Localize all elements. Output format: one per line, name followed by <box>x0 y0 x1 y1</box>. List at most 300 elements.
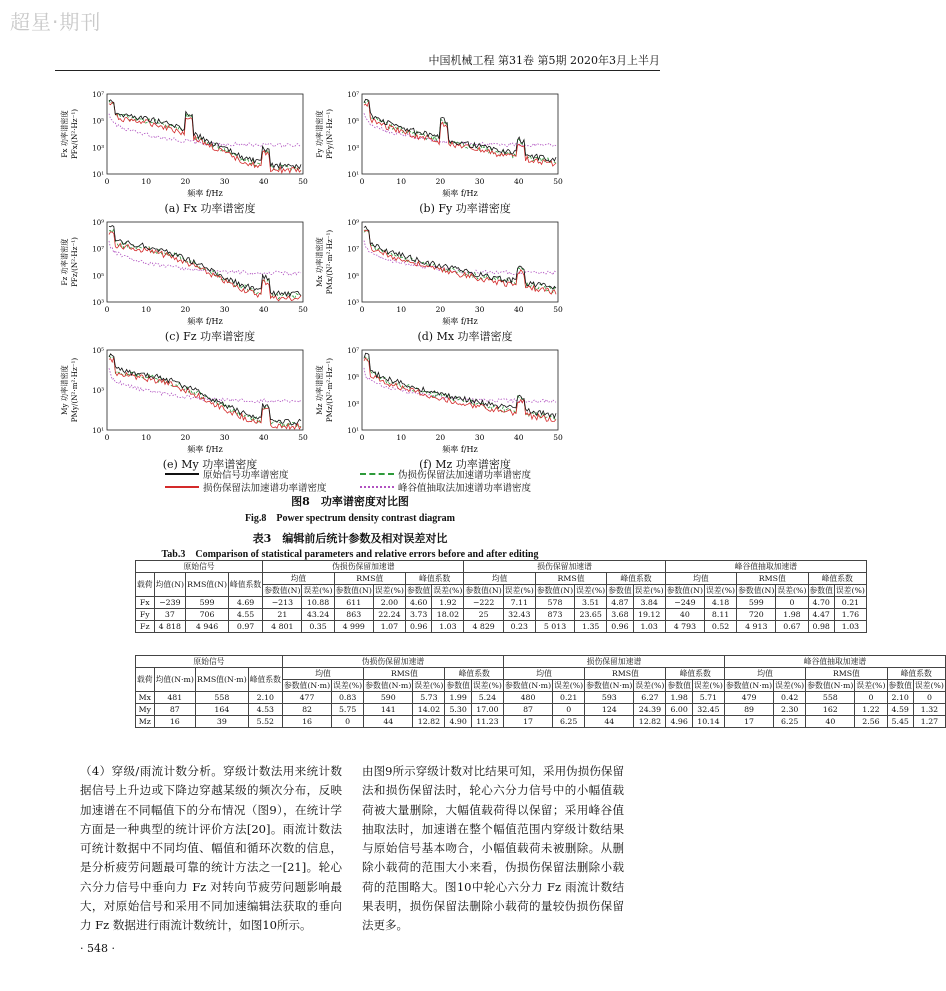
x-tick-label: 50 <box>553 305 563 314</box>
page-number: · 548 · <box>80 942 115 955</box>
y-axis-label: PFz/(N²·Hz⁻¹) <box>70 237 79 287</box>
table-cell: 4 801 <box>263 621 302 633</box>
table-row <box>136 704 946 716</box>
table-cell: 1.32 <box>913 704 945 716</box>
table-cell: 17.00 <box>471 704 503 716</box>
th-cf: 峰值系数 <box>808 573 866 585</box>
th-error: 误差(%) <box>472 681 502 690</box>
table-cell: 0 <box>332 716 364 728</box>
x-tick-label: 0 <box>104 433 110 442</box>
table-cell: 0.97 <box>229 621 263 633</box>
table-cell: 24.39 <box>634 704 666 716</box>
x-tick-label: 0 <box>359 433 365 442</box>
series-pseudo-line <box>109 100 301 171</box>
table-cell: 19.12 <box>633 609 665 621</box>
psd-chart <box>310 346 563 458</box>
table-row <box>136 597 867 609</box>
y-axis-label: PFx/(N²·Hz⁻¹) <box>70 108 79 160</box>
th-param: 参数值(N·m) <box>586 681 633 690</box>
x-tick-label: 30 <box>474 177 485 186</box>
row-label: Fy <box>136 609 155 621</box>
th-param: 参数值(N·m) <box>504 681 552 690</box>
legend-original-label: 原始信号功率谱密度 <box>203 470 289 481</box>
x-tick-label: 50 <box>553 433 563 442</box>
series-pseudo-line <box>364 101 556 163</box>
legend-pseudo-swatch <box>360 473 394 475</box>
table-cell: 5.24 <box>471 692 503 704</box>
y-axis-label: PFy/(N²·Hz⁻¹) <box>325 108 334 160</box>
th-error: 误差(%) <box>777 586 807 595</box>
th-param: 参数值(N·m) <box>365 681 412 690</box>
table-cell: 599 <box>186 597 229 609</box>
th-mean: 均值 <box>263 573 334 585</box>
journal-header: 中国机械工程 第31卷 第5期 2020年3月上半月 <box>428 54 660 67</box>
x-tick-label: 0 <box>104 177 110 186</box>
table-cell: 82 <box>282 704 331 716</box>
y-axis-label: Mx 功率谱密度 <box>315 237 324 287</box>
th-param: 参数值(N) <box>264 586 301 595</box>
table-cell: 0.96 <box>405 621 431 633</box>
x-tick-label: 20 <box>180 177 191 186</box>
th-damage: 损伤保留加速谱 <box>503 656 724 668</box>
table-cell: 0.83 <box>332 692 364 704</box>
x-tick-label: 30 <box>474 433 485 442</box>
row-label: Fz <box>136 621 155 633</box>
y-tick-label: 10⁵ <box>347 272 359 281</box>
th-error: 误差(%) <box>433 586 463 595</box>
table-cell: 873 <box>535 609 574 621</box>
table-cell: 18.02 <box>432 609 464 621</box>
th-param: 参数值 <box>888 681 912 690</box>
psd-chart <box>55 218 308 330</box>
table-cell: 25 <box>464 609 503 621</box>
table-cell: 12.82 <box>413 716 445 728</box>
table-cell: 0 <box>913 692 945 704</box>
psd-panel <box>55 346 308 486</box>
table-cell: 22.24 <box>373 609 405 621</box>
x-tick-label: 30 <box>219 177 230 186</box>
table-cell: 16 <box>282 716 331 728</box>
table-cell: 5 013 <box>535 621 574 633</box>
table-cell: 37 <box>154 609 186 621</box>
th-load: 载荷 <box>136 573 155 597</box>
table-cell: 164 <box>195 704 248 716</box>
x-tick-label: 40 <box>514 305 524 314</box>
legend-peak-swatch <box>360 486 394 488</box>
table-cell: 590 <box>364 692 413 704</box>
th-mean-n: 均值(N) <box>154 573 186 597</box>
th-pseudo: 伪损伤保留加速谱 <box>282 656 503 668</box>
table-cell: 2.00 <box>373 597 405 609</box>
table-caption-en: Tab.3 Comparison of statistical parameters and relative errors before and after editing <box>161 549 539 560</box>
paragraph-left: （4）穿级/雨流计数分析。穿级计数法用来统计数据信号上升边或下降边穿越某级的频次分布，反映加速谱在不同幅值下的分布情况（图9），在统计学方面是一种典型的统计评价方法[20]。雨流计数法可统计数据中不同均值、幅值和循环次数的信息，是分析疲劳问题最可靠的统计方法之一[21]。轮心六分力信号中垂向力 Fz 对转向节疲劳问题影响最大，对原始信号和采用不同加速编辑法获取的垂向力 Fz 数据进行雨流计数统计，如图10所示。 <box>80 764 342 933</box>
x-tick-label: 40 <box>259 305 269 314</box>
th-cf: 峰值系数 <box>607 573 665 585</box>
table-cell: 162 <box>806 704 855 716</box>
table-cell: 4.96 <box>666 716 692 728</box>
panel-caption: (d) Mx 功率谱密度 <box>417 330 513 343</box>
table-cell: 5.45 <box>887 716 913 728</box>
table-cell: 5.71 <box>692 692 724 704</box>
x-tick-label: 10 <box>141 305 151 314</box>
x-tick-label: 10 <box>141 433 151 442</box>
th-mean-nm: 均值(N·m) <box>154 668 195 692</box>
series-original-line <box>364 226 556 289</box>
x-axis-label: 频率 f/Hz <box>187 445 223 454</box>
series-original-line <box>109 354 301 425</box>
panel-caption: (a) Fx 功率谱密度 <box>164 202 256 215</box>
x-tick-label: 50 <box>298 177 308 186</box>
table-cell: 1.35 <box>575 621 607 633</box>
table-cell: 4.59 <box>887 704 913 716</box>
x-tick-label: 30 <box>219 433 230 442</box>
table-cell: 1.22 <box>855 704 887 716</box>
table-cell: 4.60 <box>405 597 431 609</box>
table-row <box>136 692 946 704</box>
panel-caption: (e) My 功率谱密度 <box>162 458 258 471</box>
x-tick-label: 20 <box>435 433 446 442</box>
y-axis-label: PMz/(N²·m²·Hz⁻¹) <box>325 357 334 423</box>
legend-pseudo-label: 伪损伤保留法加速谱功率谱密度 <box>398 470 532 481</box>
table-cell: 6.00 <box>666 704 692 716</box>
th-param: 参数值 <box>667 681 691 690</box>
stats-table-moment <box>135 655 946 728</box>
th-param: 参数值 <box>446 681 470 690</box>
th-rms: RMS值 <box>806 668 887 680</box>
y-tick-label: 10⁷ <box>347 245 359 254</box>
x-tick-label: 20 <box>435 177 446 186</box>
y-tick-label: 10³ <box>92 144 104 153</box>
table-cell: 17 <box>724 716 773 728</box>
th-cf: 峰值系数 <box>887 668 945 680</box>
header-rule <box>55 70 660 71</box>
table-cell: 4.70 <box>808 597 834 609</box>
table-cell: 2.10 <box>887 692 913 704</box>
psd-panel <box>310 218 563 358</box>
table-cell: 0.21 <box>834 597 866 609</box>
table-cell: 593 <box>585 692 634 704</box>
axes-frame <box>107 222 303 302</box>
table-cell: 0.96 <box>607 621 633 633</box>
table-cell: 611 <box>334 597 373 609</box>
th-error: 误差(%) <box>303 586 333 595</box>
table-cell: 1.92 <box>432 597 464 609</box>
series-pseudo-line <box>109 228 301 299</box>
y-tick-label: 10⁵ <box>92 272 104 281</box>
table-cell: 5.75 <box>332 704 364 716</box>
table-cell: 3.84 <box>633 597 665 609</box>
series-damage-line <box>109 102 301 173</box>
th-param: 参数值(N) <box>465 586 502 595</box>
table-cell: 4.47 <box>808 609 834 621</box>
y-axis-label: Fx 功率谱密度 <box>60 110 69 158</box>
x-tick-label: 40 <box>259 433 269 442</box>
row-label: Fx <box>136 597 155 609</box>
table-cell: 477 <box>282 692 331 704</box>
th-cf: 峰值系数 <box>666 668 724 680</box>
table-cell: 3.73 <box>405 609 431 621</box>
table-cell: 40 <box>806 716 855 728</box>
table-cell: 11.23 <box>471 716 503 728</box>
table-cell: 40 <box>665 609 704 621</box>
x-axis-label: 频率 f/Hz <box>442 189 478 198</box>
y-axis-label: My 功率谱密度 <box>60 365 69 415</box>
table-cell: 5.73 <box>413 692 445 704</box>
y-tick-label: 10⁷ <box>92 91 104 99</box>
table-cell: 1.76 <box>834 609 866 621</box>
th-cf: 峰值系数 <box>445 668 503 680</box>
y-tick-label: 10⁵ <box>92 347 104 355</box>
x-axis-label: 频率 f/Hz <box>442 445 478 454</box>
th-rms: RMS值 <box>585 668 666 680</box>
th-orig: 原始信号 <box>136 561 263 573</box>
stats-table-force <box>135 560 867 633</box>
table-cell: 578 <box>535 597 574 609</box>
series-original-line <box>364 99 556 161</box>
th-cf: 峰值系数 <box>405 573 463 585</box>
series-original-line <box>109 226 301 297</box>
x-tick-label: 0 <box>359 305 365 314</box>
th-rms: RMS值 <box>737 573 808 585</box>
th-rms: RMS值 <box>535 573 606 585</box>
th-error: 误差(%) <box>414 681 444 690</box>
table-cell: 2.30 <box>774 704 806 716</box>
th-param: 参数值(N) <box>335 586 372 595</box>
table-cell: 4 999 <box>334 621 373 633</box>
table-cell: 17 <box>503 716 552 728</box>
legend-peak <box>360 480 531 494</box>
figure-caption-en: Fig.8 Power spectrum density contrast diagram <box>244 513 456 524</box>
paragraph-right: 由图9所示穿级计数对比结果可知，采用伪损伤保留法和损伤保留法时，轮心六分力信号中的小幅值载荷被大量删除，大幅值载荷得以保留；采用峰谷值抽取法时，加速谱在整个幅值范围内穿级计数结果与原始信号基本吻合，小幅值载荷未被删除。从删除小载荷的范围大小来看，伪损伤保留法删除小载荷的范围略大。图10中轮心六分力 Fz 雨流计数结果表明，损伤保留法删除小载荷的量较伪损伤保留法更多。 <box>362 764 624 933</box>
th-peakf: 峰值系数 <box>229 573 263 597</box>
table-cell: 1.07 <box>373 621 405 633</box>
table-cell: 4.53 <box>248 704 282 716</box>
th-mean: 均值 <box>503 668 584 680</box>
th-param: 参数值(N) <box>536 586 574 595</box>
y-axis-label: Fy 功率谱密度 <box>315 110 324 158</box>
table-cell: 8.11 <box>705 609 737 621</box>
row-label: Mz <box>136 716 155 728</box>
y-tick-label: 10¹ <box>92 171 104 179</box>
table-cell: 863 <box>334 609 373 621</box>
table-row <box>136 716 946 728</box>
table-cell: 39 <box>195 716 248 728</box>
x-tick-label: 30 <box>219 305 230 314</box>
th-load: 载荷 <box>136 668 155 692</box>
legend-pseudo <box>360 467 531 481</box>
x-tick-label: 50 <box>553 177 563 186</box>
table-cell: 0.42 <box>774 692 806 704</box>
x-tick-label: 40 <box>514 433 524 442</box>
y-tick-label: 10⁷ <box>347 347 359 355</box>
y-tick-label: 10⁷ <box>347 91 359 99</box>
x-tick-label: 20 <box>180 433 191 442</box>
table-cell: 0 <box>553 704 585 716</box>
row-label: Mx <box>136 692 155 704</box>
th-param: 参数值 <box>809 586 833 595</box>
th-param: 参数值 <box>406 586 431 595</box>
table-cell: 6.27 <box>634 692 666 704</box>
table-row <box>136 621 867 633</box>
series-damage-line <box>364 101 556 166</box>
th-peakf: 峰值系数 <box>248 668 282 692</box>
th-error: 误差(%) <box>634 586 664 595</box>
panel-caption: (c) Fz 功率谱密度 <box>164 330 256 343</box>
x-tick-label: 10 <box>396 305 406 314</box>
y-axis-label: PMy/(N²·m²·Hz⁻¹) <box>70 357 79 423</box>
table-cell: 4 793 <box>665 621 704 633</box>
axes-frame <box>107 350 303 430</box>
table-cell: 5.52 <box>248 716 282 728</box>
legend-peak-label: 峰谷值抽取法加速谱功率谱密度 <box>398 483 532 494</box>
th-error: 误差(%) <box>374 586 404 595</box>
table-cell: 7.11 <box>503 597 535 609</box>
x-tick-label: 40 <box>259 177 269 186</box>
th-rms: RMS值 <box>364 668 445 680</box>
panel-caption: (f) Mz 功率谱密度 <box>419 458 511 471</box>
x-tick-label: 20 <box>180 305 191 314</box>
table-cell: 6.25 <box>774 716 806 728</box>
y-tick-label: 10⁵ <box>347 373 359 382</box>
th-error: 误差(%) <box>576 586 606 595</box>
table-cell: 0 <box>776 597 808 609</box>
table-cell: 32.43 <box>503 609 535 621</box>
table-cell: −222 <box>464 597 503 609</box>
th-error: 误差(%) <box>693 681 723 690</box>
table-cell: 3.51 <box>575 597 607 609</box>
y-axis-label: PMx/(N²·m²·Hz⁻¹) <box>325 229 334 295</box>
table-cell: 1.03 <box>432 621 464 633</box>
legend-original-swatch <box>165 473 199 475</box>
th-mean: 均值 <box>282 668 363 680</box>
th-param: 参数值(N·m) <box>725 681 773 690</box>
x-tick-label: 50 <box>298 433 308 442</box>
table-row <box>136 609 867 621</box>
legend-damage-swatch <box>165 486 199 488</box>
table-cell: 1.99 <box>445 692 471 704</box>
x-axis-label: 频率 f/Hz <box>187 317 223 326</box>
x-tick-label: 50 <box>298 305 308 314</box>
th-param: 参数值 <box>608 586 632 595</box>
table-cell: −213 <box>263 597 302 609</box>
legend-damage-label: 损伤保留法加速谱功率谱密度 <box>203 483 327 494</box>
table-cell: 12.82 <box>634 716 666 728</box>
series-original-line <box>109 100 301 169</box>
table-cell: 0.35 <box>302 621 334 633</box>
psd-panel <box>55 218 308 358</box>
x-axis-label: 频率 f/Hz <box>442 317 478 326</box>
th-param: 参数值(N) <box>738 586 775 595</box>
axes-frame <box>107 94 303 174</box>
table-cell: 4 829 <box>464 621 503 633</box>
table-cell: 44 <box>364 716 413 728</box>
psd-chart <box>55 346 308 458</box>
th-mean: 均值 <box>724 668 805 680</box>
table-cell: 0.23 <box>503 621 535 633</box>
y-tick-label: 10⁹ <box>347 219 359 227</box>
psd-panel <box>55 90 308 230</box>
y-tick-label: 10⁹ <box>92 219 104 227</box>
y-tick-label: 10¹ <box>347 427 359 435</box>
th-error: 误差(%) <box>333 681 363 690</box>
th-rms-n: RMS值(N) <box>186 573 229 597</box>
y-tick-label: 10³ <box>92 387 104 395</box>
legend-damage <box>165 480 327 494</box>
series-damage-line <box>364 358 556 421</box>
th-param: 参数值(N·m) <box>807 681 854 690</box>
table-cell: 89 <box>724 704 773 716</box>
table-cell: 0.21 <box>553 692 585 704</box>
table-cell: 0.52 <box>705 621 737 633</box>
x-tick-label: 0 <box>359 177 365 186</box>
table-cell: 2.56 <box>855 716 887 728</box>
y-tick-label: 10³ <box>347 400 359 409</box>
table-cell: 1.03 <box>633 621 665 633</box>
table-cell: 4.90 <box>445 716 471 728</box>
th-mean: 均值 <box>464 573 535 585</box>
table-cell: 5.30 <box>445 704 471 716</box>
psd-chart <box>55 90 308 202</box>
watermark: 超星·期刊 <box>10 10 102 34</box>
x-axis-label: 频率 f/Hz <box>187 189 223 198</box>
psd-chart <box>310 218 563 330</box>
table-cell: 3.68 <box>607 609 633 621</box>
x-tick-label: 40 <box>514 177 524 186</box>
y-axis-label: Fz 功率谱密度 <box>60 238 69 286</box>
psd-chart <box>310 90 563 202</box>
y-tick-label: 10⁷ <box>92 245 104 254</box>
table-cell: 10.88 <box>302 597 334 609</box>
x-tick-label: 30 <box>474 305 485 314</box>
table-cell: 43.24 <box>302 609 334 621</box>
table-cell: 0.67 <box>776 621 808 633</box>
table-cell: 2.10 <box>248 692 282 704</box>
table-cell: 6.25 <box>553 716 585 728</box>
y-tick-label: 10¹ <box>92 427 104 435</box>
panel-caption: (b) Fy 功率谱密度 <box>419 202 511 215</box>
th-peak: 峰谷值抽取加速谱 <box>665 561 866 573</box>
th-rms-nm: RMS值(N·m) <box>195 668 248 692</box>
table-cell: 479 <box>724 692 773 704</box>
x-tick-label: 20 <box>435 305 446 314</box>
th-pseudo: 伪损伤保留加速谱 <box>263 561 464 573</box>
table-cell: 0 <box>855 692 887 704</box>
y-tick-label: 10⁵ <box>92 117 104 126</box>
table-caption-cn: 表3 编辑前后统计参数及相对误差对比 <box>252 532 448 545</box>
th-param: 参数值(N·m) <box>283 681 331 690</box>
x-tick-label: 10 <box>396 177 406 186</box>
legend-original <box>165 467 289 481</box>
y-tick-label: 10¹ <box>347 171 359 179</box>
table-cell: 1.03 <box>834 621 866 633</box>
th-error: 误差(%) <box>635 681 665 690</box>
table-cell: 4.18 <box>705 597 737 609</box>
table-cell: 4 913 <box>737 621 776 633</box>
y-axis-label: Mz 功率谱密度 <box>315 365 324 415</box>
table-cell: 10.14 <box>692 716 724 728</box>
th-error: 误差(%) <box>706 586 736 595</box>
x-tick-label: 10 <box>396 433 406 442</box>
th-error: 误差(%) <box>504 586 534 595</box>
table-cell: 480 <box>503 692 552 704</box>
y-tick-label: 10³ <box>92 299 104 307</box>
table-cell: 706 <box>186 609 229 621</box>
th-orig: 原始信号 <box>136 656 283 668</box>
th-damage: 损伤保留加速谱 <box>464 561 665 573</box>
table-cell: 23.65 <box>575 609 607 621</box>
y-tick-label: 10³ <box>347 299 359 307</box>
table-cell: −249 <box>665 597 704 609</box>
